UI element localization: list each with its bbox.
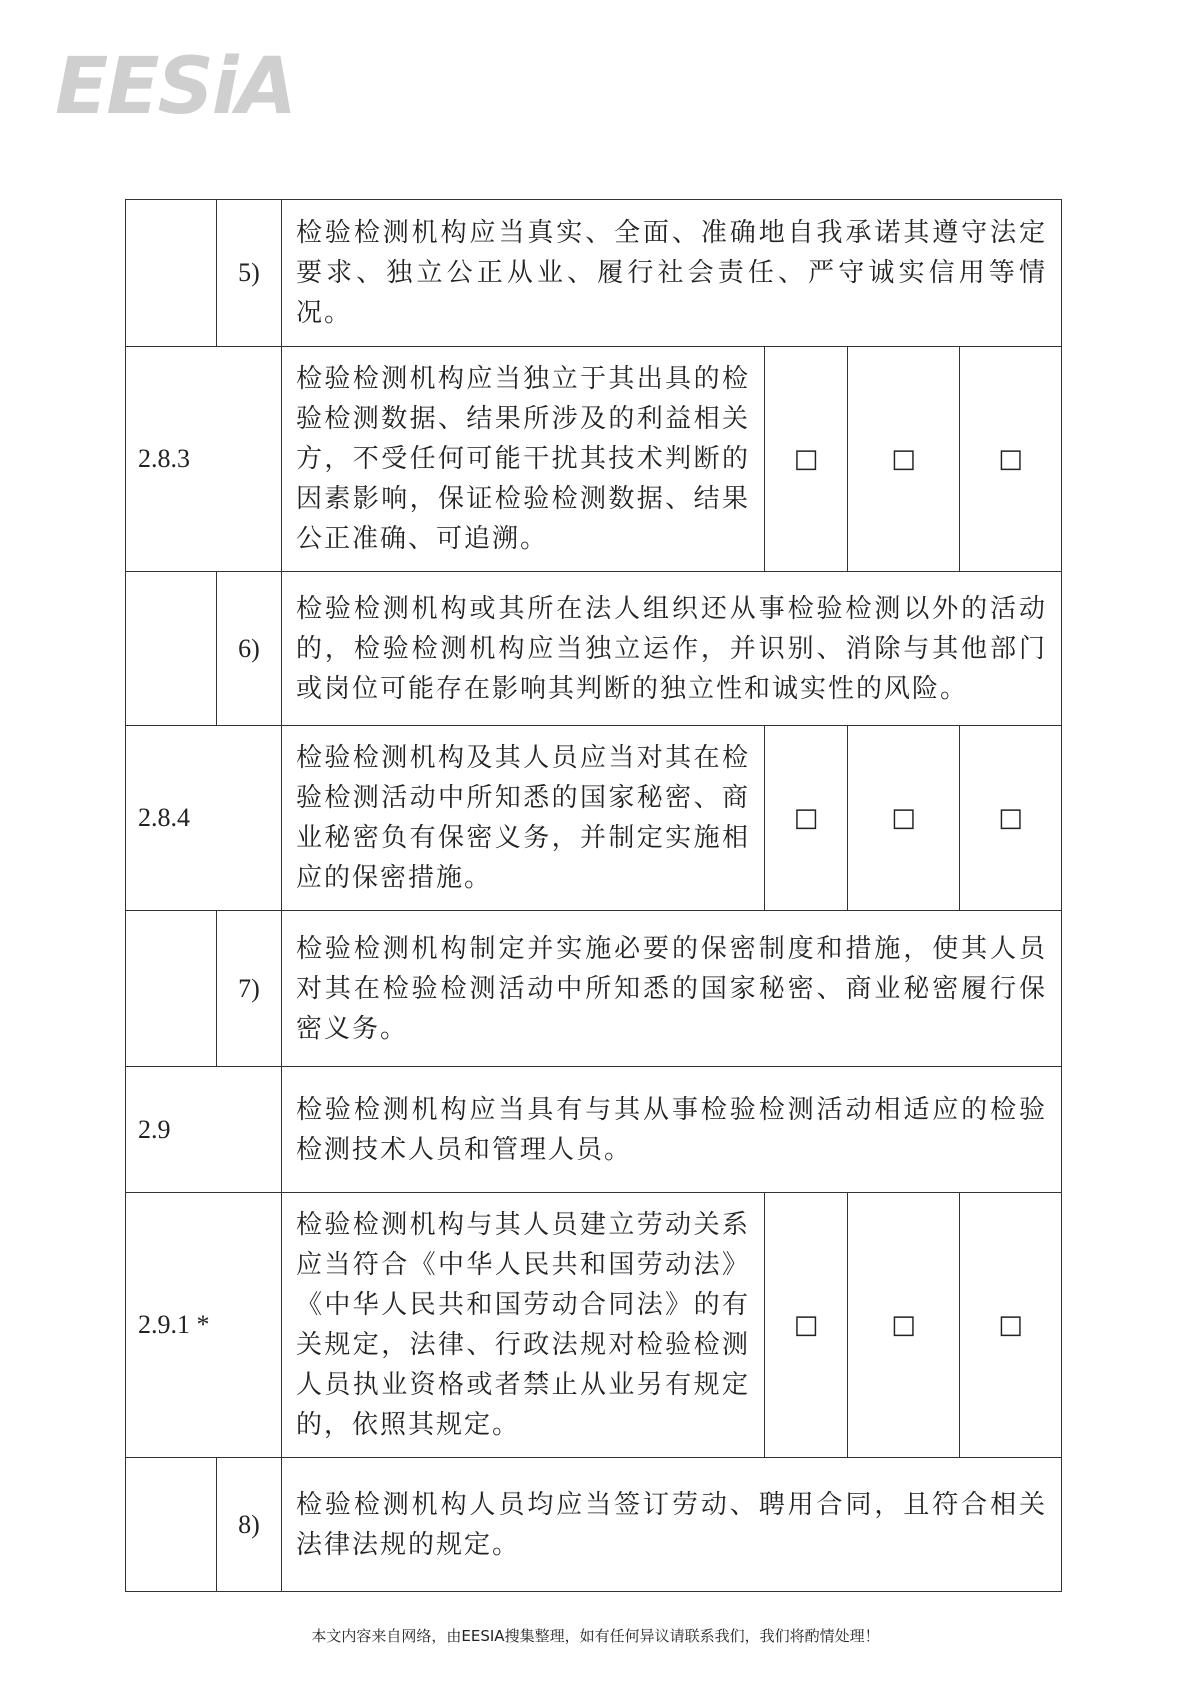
- empty-code-cell: [126, 200, 217, 347]
- table-row: [126, 572, 1062, 726]
- eesia-logo: EESiA: [55, 42, 295, 132]
- empty-code-cell: [126, 911, 217, 1067]
- checkbox-col1[interactable]: □: [765, 1193, 848, 1458]
- item-text: 检验检测机构应当独立于其出具的检验检测数据、结果所涉及的利益相关方，不受任何可能干扰其技术判断的因素影响，保证检验检测数据、结果公正准确、可追溯。: [282, 347, 765, 572]
- sub-item-text: 检验检测机构应当真实、全面、准确地自我承诺其遵守法定要求、独立公正从业、履行社会责任、严守诚实信用等情况。: [282, 200, 1062, 347]
- checklist-table: [125, 199, 1062, 1592]
- sub-item-label: 7): [217, 911, 282, 1067]
- checkbox-col3[interactable]: □: [960, 726, 1062, 911]
- sub-item-text: 检验检测机构人员均应当签订劳动、聘用合同，且符合相关法律法规的规定。: [282, 1458, 1062, 1592]
- table-row: [126, 911, 1062, 1067]
- table-row: [126, 1458, 1062, 1592]
- table-row: [126, 347, 1062, 572]
- item-text: 检验检测机构及其人员应当对其在检验检测活动中所知悉的国家秘密、商业秘密负有保密义务，并制定实施相应的保密措施。: [282, 726, 765, 911]
- table-row: [126, 726, 1062, 911]
- section-text: 检验检测机构应当具有与其从事检验检测活动相适应的检验检测技术人员和管理人员。: [282, 1067, 1062, 1193]
- item-code: 2.9.1 *: [126, 1193, 282, 1458]
- empty-code-cell: [126, 572, 217, 726]
- item-text: 检验检测机构与其人员建立劳动关系应当符合《中华人民共和国劳动法》《中华人民共和国劳动合同法》的有关规定，法律、行政法规对检验检测人员执业资格或者禁止从业另有规定的，依照其规定。: [282, 1193, 765, 1458]
- checkbox-col1[interactable]: □: [765, 347, 848, 572]
- sub-item-label: 6): [217, 572, 282, 726]
- empty-code-cell: [126, 1458, 217, 1592]
- section-code: 2.9: [126, 1067, 282, 1193]
- table-row: [126, 1067, 1062, 1193]
- checkbox-col3[interactable]: □: [960, 347, 1062, 572]
- checkbox-col2[interactable]: □: [848, 726, 960, 911]
- checkbox-col1[interactable]: □: [765, 726, 848, 911]
- sub-item-label: 5): [217, 200, 282, 347]
- sub-item-text: 检验检测机构或其所在法人组织还从事检验检测以外的活动的，检验检测机构应当独立运作，并识别、消除与其他部门或岗位可能存在影响其判断的独立性和诚实性的风险。: [282, 572, 1062, 726]
- table-row: [126, 1193, 1062, 1458]
- footer-disclaimer: 本文内容来自网络，由EESIA搜集整理，如有任何异议请联系我们，我们将酌情处理！: [311, 1627, 880, 1645]
- sub-item-text: 检验检测机构制定并实施必要的保密制度和措施，使其人员对其在检验检测活动中所知悉的国家秘密、商业秘密履行保密义务。: [282, 911, 1062, 1067]
- item-code: 2.8.4: [126, 726, 282, 911]
- checkbox-col2[interactable]: □: [848, 1193, 960, 1458]
- checkbox-col2[interactable]: □: [848, 347, 960, 572]
- sub-item-label: 8): [217, 1458, 282, 1592]
- table-row: [126, 200, 1062, 347]
- item-code: 2.8.3: [126, 347, 282, 572]
- checkbox-col3[interactable]: □: [960, 1193, 1062, 1458]
